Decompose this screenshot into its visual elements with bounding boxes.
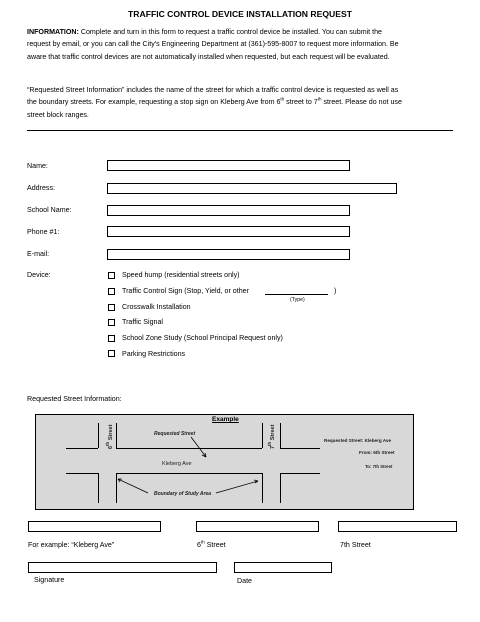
sixth-street-caption: 6th Street xyxy=(105,424,114,449)
sign-type-line[interactable] xyxy=(265,294,328,295)
street-info-line-1: “Requested Street Information” includes the name of the street for which a traffic control device is requested as well as xyxy=(27,86,399,94)
traffic-signal-checkbox[interactable] xyxy=(108,319,115,326)
school-name-label: School Name: xyxy=(27,206,72,214)
traffic-signal-label: Traffic Signal xyxy=(122,318,164,326)
date-field[interactable] xyxy=(234,562,332,573)
legend-to: To: 7th Street xyxy=(365,464,393,469)
street-info-line-3: street block ranges. xyxy=(27,110,89,119)
phone-field[interactable] xyxy=(107,226,350,237)
requested-street-caption: Requested Street xyxy=(154,431,196,437)
device-label: Device: xyxy=(27,271,51,279)
parking-restrictions-checkbox[interactable] xyxy=(108,350,115,357)
kleberg-caption: Kleberg Ave xyxy=(162,461,192,467)
email-field[interactable] xyxy=(107,249,350,260)
boundary-arrows xyxy=(36,415,415,511)
info-line-1: Complete and turn in this form to request a traffic control device be installed. You can submit the xyxy=(78,28,382,36)
example-diagram xyxy=(35,414,414,510)
information-paragraph xyxy=(27,26,455,63)
requested-street-field[interactable] xyxy=(28,521,161,532)
section-divider xyxy=(27,130,453,131)
boundary-caption: Boundary of Study Area xyxy=(154,491,212,497)
information-lead: INFORMATION: xyxy=(27,28,79,36)
legend-from: From: 6th Street xyxy=(359,450,395,455)
page-title: TRAFFIC CONTROL DEVICE INSTALLATION REQUEST xyxy=(128,9,352,19)
speed-hump-checkbox[interactable] xyxy=(108,272,115,279)
example-to: 7th Street xyxy=(340,541,371,549)
address-label: Address: xyxy=(27,184,55,192)
phone-label: Phone #1: xyxy=(27,228,60,236)
school-zone-label: School Zone Study (School Principal Request only) xyxy=(122,334,283,342)
signature-field[interactable] xyxy=(28,562,217,573)
diagram-heading: Example xyxy=(212,416,239,423)
example-from: 6th Street xyxy=(197,539,226,549)
name-label: Name: xyxy=(27,162,48,170)
type-hint: (Type) xyxy=(290,297,305,303)
seventh-street-caption: 7th Street xyxy=(267,424,276,449)
speed-hump-label: Speed hump (residential streets only) xyxy=(122,271,240,279)
signature-label: Signature xyxy=(34,576,65,584)
street-info-paragraph xyxy=(27,84,455,121)
to-street-field[interactable] xyxy=(338,521,457,532)
school-zone-checkbox[interactable] xyxy=(108,335,115,342)
traffic-control-sign-checkbox[interactable] xyxy=(108,288,115,295)
info-line-3: aware that traffic control devices are not automatically installed when requested, but each request will be evaluated. xyxy=(27,52,390,61)
example-requested: For example: “Kleberg Ave” xyxy=(28,541,115,549)
street-info-line-2: the boundary streets. For example, requesting a stop sign on Kleberg Ave from 6th street to 7th street. Please do not use xyxy=(27,96,402,107)
parking-restrictions-label: Parking Restrictions xyxy=(122,350,186,358)
crosswalk-checkbox[interactable] xyxy=(108,304,115,311)
requested-street-label: Requested Street Information: xyxy=(27,395,122,403)
traffic-control-sign-label: Traffic Control Sign (Stop, Yield, or other xyxy=(122,287,249,295)
school-name-field[interactable] xyxy=(107,205,350,216)
crosswalk-label: Crosswalk Installation xyxy=(122,303,191,311)
name-field[interactable] xyxy=(107,160,350,171)
address-field[interactable] xyxy=(107,183,397,194)
date-label: Date xyxy=(237,577,252,585)
info-line-2: request by email, or you can call the City's Engineering Department at (361)-595-8007 to request more information. Be xyxy=(27,40,399,49)
close-paren: ) xyxy=(334,287,337,295)
from-street-field[interactable] xyxy=(196,521,319,532)
email-label: E-mail: xyxy=(27,250,50,258)
legend-requested: Requested Street: Kleberg Ave xyxy=(324,438,392,443)
